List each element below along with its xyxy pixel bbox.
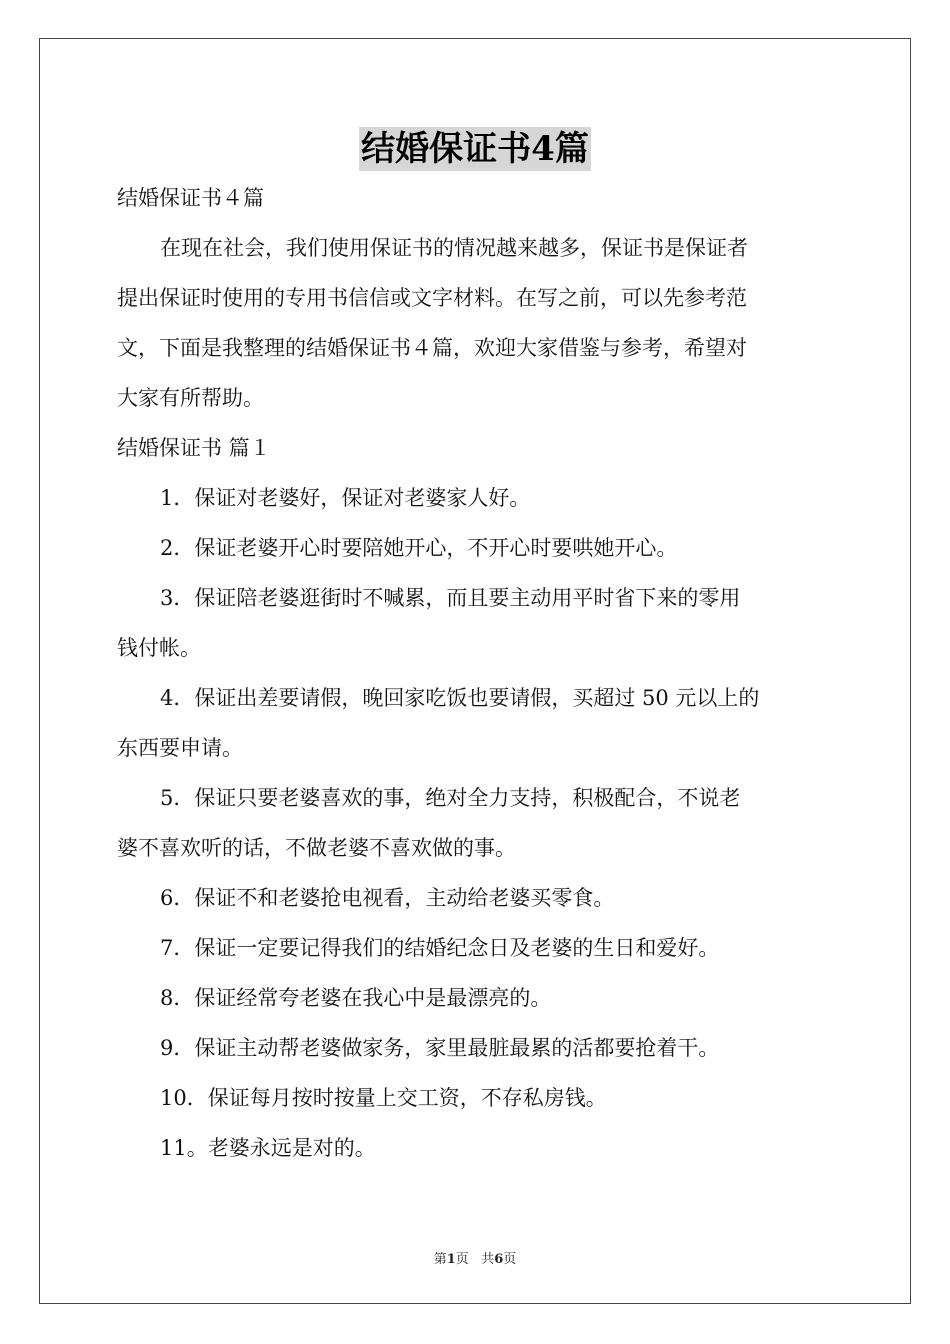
intro-line: 大家有所帮助。 bbox=[117, 386, 264, 410]
intro-line: 提出保证时使用的专用书信信或文字材料。在写之前，可以先参考范 bbox=[117, 286, 747, 310]
section-heading: 结婚保证书 篇１ bbox=[117, 436, 271, 460]
list-item: 5．保证只要老婆喜欢的事，绝对全力支持，积极配合，不说老 bbox=[160, 786, 741, 810]
list-item-continuation: 东西要申请。 bbox=[117, 736, 243, 760]
list-item-continuation: 钱付帐。 bbox=[117, 636, 201, 660]
list-item: 10．保证每月按时按量上交工资，不存私房钱。 bbox=[160, 1086, 607, 1110]
footer-total-suffix: 页 bbox=[503, 1252, 517, 1267]
intro-line: 在现在社会，我们使用保证书的情况越来越多，保证书是保证者 bbox=[160, 236, 748, 260]
list-item: 3．保证陪老婆逛街时不喊累，而且要主动用平时省下来的零用 bbox=[160, 586, 741, 610]
intro-line: 文，下面是我整理的结婚保证书４篇，欢迎大家借鉴与参考，希望对 bbox=[117, 336, 747, 360]
list-item: 9．保证主动帮老婆做家务，家里最脏最累的活都要抢着干。 bbox=[160, 1036, 720, 1060]
list-item: 1．保证对老婆好，保证对老婆家人好。 bbox=[160, 486, 531, 510]
page-footer bbox=[0, 1248, 950, 1267]
list-item-continuation: 婆不喜欢听的话，不做老婆不喜欢做的事。 bbox=[117, 836, 516, 860]
footer-page-suffix: 页 bbox=[455, 1252, 469, 1267]
subtitle: 结婚保证书４篇 bbox=[117, 186, 264, 210]
list-item: 2．保证老婆开心时要陪她开心，不开心时要哄她开心。 bbox=[160, 536, 678, 560]
list-item: 7．保证一定要记得我们的结婚纪念日及老婆的生日和爱好。 bbox=[160, 936, 720, 960]
footer-total-prefix: 共 bbox=[481, 1252, 495, 1267]
title-container bbox=[0, 127, 950, 171]
list-item: 8．保证经常夸老婆在我心中是最漂亮的。 bbox=[160, 986, 552, 1010]
footer-page-prefix: 第 bbox=[433, 1252, 447, 1267]
list-item: 11。老婆永远是对的。 bbox=[160, 1136, 376, 1160]
list-item: 4．保证出差要请假，晚回家吃饭也要请假，买超过 50 元以上的 bbox=[160, 686, 760, 710]
footer-total-number: 6 bbox=[494, 1252, 504, 1267]
footer-page-number: 1 bbox=[446, 1252, 456, 1267]
document-title: 结婚保证书4篇 bbox=[361, 129, 589, 169]
list-item: 6．保证不和老婆抢电视看，主动给老婆买零食。 bbox=[160, 886, 615, 910]
page-border bbox=[39, 38, 911, 1304]
